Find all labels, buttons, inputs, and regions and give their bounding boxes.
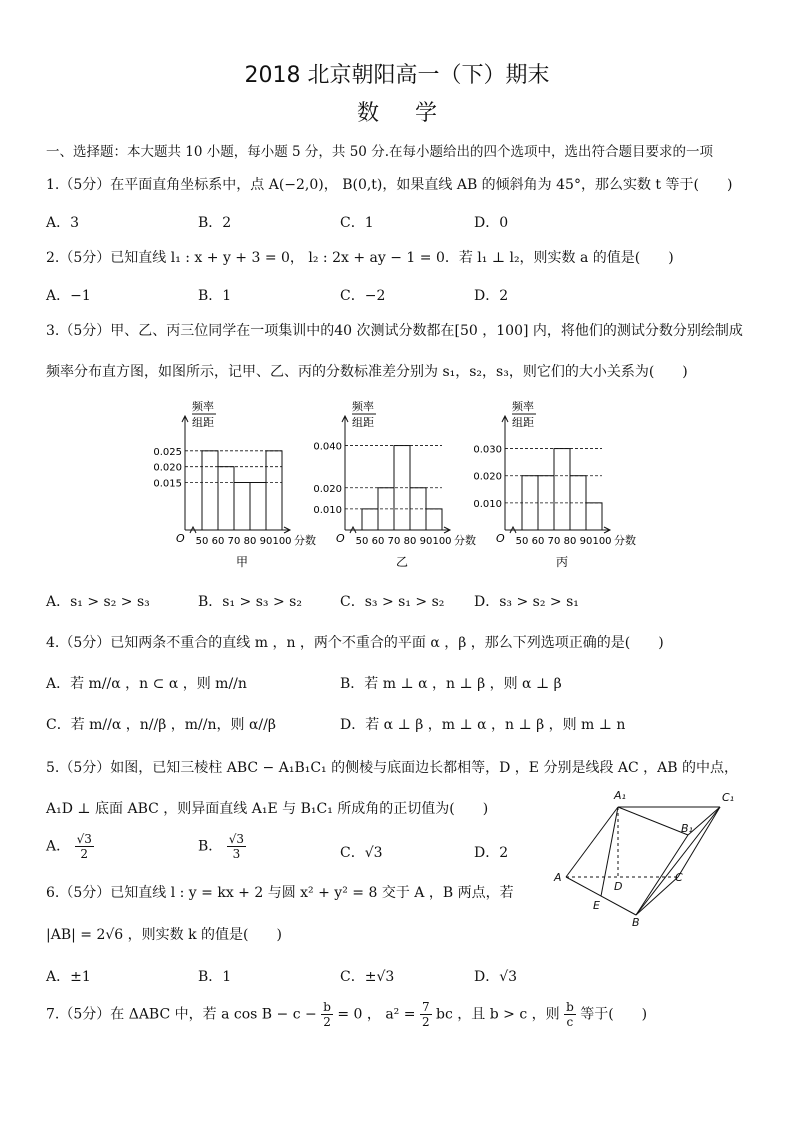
q7-text-3: bc ，且 b > c ，则 <box>436 1006 560 1023</box>
x-tick-label: 90 <box>419 536 433 547</box>
y-label-bottom: 组距 <box>512 416 534 429</box>
x-tick-label: 50 <box>515 536 529 547</box>
question-3-stem-line2: 频率分布直方图，如图所示，记甲、乙、丙的分数标准差分别为 s₁，s₂，s₃，则它们的大小关系为( ) <box>46 364 688 380</box>
y-tick-label: 0.020 <box>153 462 182 474</box>
histogram-bar <box>266 451 282 530</box>
y-tick-label: 0.020 <box>313 483 342 495</box>
y-tick-label: 0.040 <box>313 441 342 453</box>
x-tick-label: 60 <box>371 536 385 547</box>
label-a1: A₁ <box>614 789 626 802</box>
chart-name: 甲 <box>235 555 249 569</box>
q4-option-c: C．若 m//α ，n//β ，m//n，则 α//β <box>46 717 276 733</box>
x-tick-label: 60 <box>211 536 225 547</box>
q4-option-a: A．若 m//α ，n ⊂ α ，则 m//n <box>46 676 247 692</box>
label-b: B <box>632 916 640 929</box>
x-tick-label: 70 <box>547 536 561 547</box>
q7-text-1: 7.（5分）在 ΔABC 中，若 a cos B − c − <box>46 1006 317 1023</box>
histogram-bar <box>218 467 234 530</box>
histogram-bar <box>234 483 250 531</box>
q1-option-b: B．2 <box>198 215 232 231</box>
question-3-stem-line1: 3.（5分）甲、乙、丙三位同学在一项集训中的40 次测试分数都在[50 ，100] 内，将他们的测试分数分别绘制成 <box>46 323 743 339</box>
question-2-stem: 2.（5分）已知直线 l₁ : x + y + 3 = 0， l₂ : 2x + ay − 1 = 0．若 l₁ ⊥ l₂，则实数 a 的值是( ) <box>46 250 674 266</box>
page-title: 2018 北京朝阳高一（下）期末 <box>244 63 550 88</box>
q5-option-b-fraction <box>227 832 246 861</box>
section-heading: 一、选择题：本大题共 10 小题，每小题 5 分，共 50 分.在每小题给出的四个选项中，选出符合题目要求的一项 <box>46 144 713 160</box>
x-tick-label: 100 <box>592 536 612 547</box>
y-tick-label: 0.020 <box>473 471 502 483</box>
label-b1: B₁ <box>681 822 693 835</box>
x-tick-label: 90 <box>259 536 273 547</box>
x-tick-label: 50 <box>195 536 209 547</box>
q7-fraction-2 <box>420 1000 432 1029</box>
q7-text-2: = 0 ， a² = <box>337 1006 416 1023</box>
question-4-stem: 4.（5分）已知两条不重合的直线 m ，n ，两个不重合的平面 α ，β ，那么下列选项正确的是( ) <box>46 635 664 651</box>
x-tick-label: 70 <box>227 536 241 547</box>
q7-fraction-3 <box>564 1000 576 1029</box>
y-tick-label: 0.025 <box>153 446 182 458</box>
q5-option-b-label: B． <box>198 838 223 855</box>
q5-b-denominator: 3 <box>232 847 241 861</box>
prism-figure <box>548 785 748 930</box>
question-6-stem-line2: |AB| = 2√6 ，则实数 k 的值是( ) <box>46 927 282 943</box>
y-label-top: 频率 <box>192 400 214 413</box>
q7-frac3-num: b <box>566 1000 574 1014</box>
origin-label: O <box>176 532 185 545</box>
chart-name: 乙 <box>395 555 409 569</box>
question-5-stem-line2: A₁D ⊥ 底面 ABC ，则异面直线 A₁E 与 B₁C₁ 所成角的正切值为( ) <box>46 801 489 817</box>
subject-title: 数学 <box>356 101 473 126</box>
q7-frac2-num: 7 <box>421 1000 430 1014</box>
q6-option-a: A．±1 <box>46 969 91 985</box>
label-d: D <box>614 880 623 893</box>
label-c1: C₁ <box>722 791 735 804</box>
edge-a1-b1 <box>618 807 688 835</box>
q5-a-denominator: 2 <box>80 847 89 861</box>
x-tick-label: 100 <box>272 536 292 547</box>
q5-option-b <box>198 832 246 861</box>
edge-a1-a <box>566 807 618 877</box>
q7-frac1-den: 2 <box>323 1015 331 1029</box>
label-c: C <box>675 871 683 884</box>
label-a: A <box>554 871 562 884</box>
q1-option-d: D．0 <box>474 215 509 231</box>
q3-option-b: B．s₁ > s₃ > s₂ <box>198 594 302 610</box>
q2-option-d: D．2 <box>474 288 509 304</box>
y-tick-label: 0.010 <box>313 504 342 516</box>
origin-label: O <box>336 532 345 545</box>
q3-option-c: C．s₃ > s₁ > s₂ <box>340 594 445 610</box>
q6-option-d: D．√3 <box>474 969 518 985</box>
x-tick-label: 60 <box>531 536 545 547</box>
label-e: E <box>593 899 600 912</box>
q5-option-c <box>340 842 383 862</box>
y-tick-label: 0.010 <box>473 498 502 510</box>
x-tick-label: 80 <box>403 536 417 547</box>
origin-label: O <box>496 532 505 545</box>
x-unit-label: 分数 <box>614 534 636 547</box>
q3-option-a: A．s₁ > s₂ > s₃ <box>46 594 150 610</box>
question-1-stem: 1.（5分）在平面直角坐标系中，点 A(−2,0)， B(0,t)，如果直线 AB 的倾斜角为 45°，那么实数 t 等于( ) <box>46 177 733 193</box>
q5-option-c-value: √3 <box>364 845 383 861</box>
y-label-bottom: 组距 <box>352 416 374 429</box>
histogram-bar <box>250 483 266 531</box>
q7-frac2-den: 2 <box>421 1015 430 1029</box>
y-tick-label: 0.030 <box>473 444 502 456</box>
q5-a-numerator: √3 <box>76 832 92 846</box>
x-tick-label: 90 <box>579 536 593 547</box>
q6-option-b: B．1 <box>198 969 232 985</box>
q7-fraction-1 <box>321 1000 333 1029</box>
chart-name: 丙 <box>555 555 569 569</box>
q2-option-a: A．−1 <box>46 288 91 304</box>
x-unit-label: 分数 <box>294 534 316 547</box>
q3-option-d: D．s₃ > s₂ > s₁ <box>474 594 579 610</box>
x-tick-label: 50 <box>355 536 369 547</box>
histogram-figure <box>140 398 640 573</box>
question-5-stem-line1: 5.（5分）如图，已知三棱柱 ABC − A₁B₁C₁ 的侧棱与底面边长都相等，D ，E 分别是线段 AC ，AB 的中点， <box>46 760 739 776</box>
q5-b-numerator: √3 <box>228 832 245 846</box>
histogram-bar <box>362 509 378 530</box>
edge-c1-c <box>678 807 720 877</box>
question-6-stem-line1: 6.（5分）已知直线 l : y = kx + 2 与圆 x² + y² = 8 交于 A ，B 两点，若 <box>46 885 514 901</box>
question-7-stem <box>46 1000 647 1029</box>
y-label-top: 频率 <box>512 400 534 413</box>
x-unit-label: 分数 <box>454 534 476 547</box>
y-label-top: 频率 <box>352 400 374 413</box>
q5-option-c-label: C． <box>340 845 365 861</box>
q4-option-b: B．若 m ⊥ α ，n ⊥ β ，则 α ⊥ β <box>340 676 562 692</box>
x-tick-label: 80 <box>563 536 577 547</box>
q4-option-d: D．若 α ⊥ β ，m ⊥ α ，n ⊥ β ，则 m ⊥ n <box>340 717 626 733</box>
q1-option-c: C．1 <box>340 215 374 231</box>
x-tick-label: 70 <box>387 536 401 547</box>
q5-option-d <box>474 842 508 862</box>
y-label-bottom: 组距 <box>192 416 214 429</box>
histogram-bar <box>554 449 570 530</box>
q5-option-d-value: 2 <box>499 845 509 861</box>
edge-c1-b <box>636 807 720 915</box>
x-tick-label: 80 <box>243 536 257 547</box>
q6-option-c: C．±√3 <box>340 969 395 985</box>
q1-option-a: A．3 <box>46 215 80 231</box>
histogram-bar <box>202 451 218 530</box>
q2-option-b: B．1 <box>198 288 232 304</box>
q5-option-a <box>46 832 94 861</box>
q2-option-c: C．−2 <box>340 288 386 304</box>
q5-option-d-label: D． <box>474 845 500 861</box>
histogram-bar <box>426 509 442 530</box>
q5-option-a-label: A． <box>46 838 71 855</box>
q7-frac1-num: b <box>323 1000 331 1014</box>
q7-frac3-den: c <box>566 1015 574 1029</box>
q5-option-a-fraction <box>75 832 94 861</box>
y-tick-label: 0.015 <box>153 478 182 490</box>
q7-text-4: 等于( ) <box>580 1006 648 1023</box>
x-tick-label: 100 <box>432 536 452 547</box>
histogram-bar <box>586 503 602 530</box>
